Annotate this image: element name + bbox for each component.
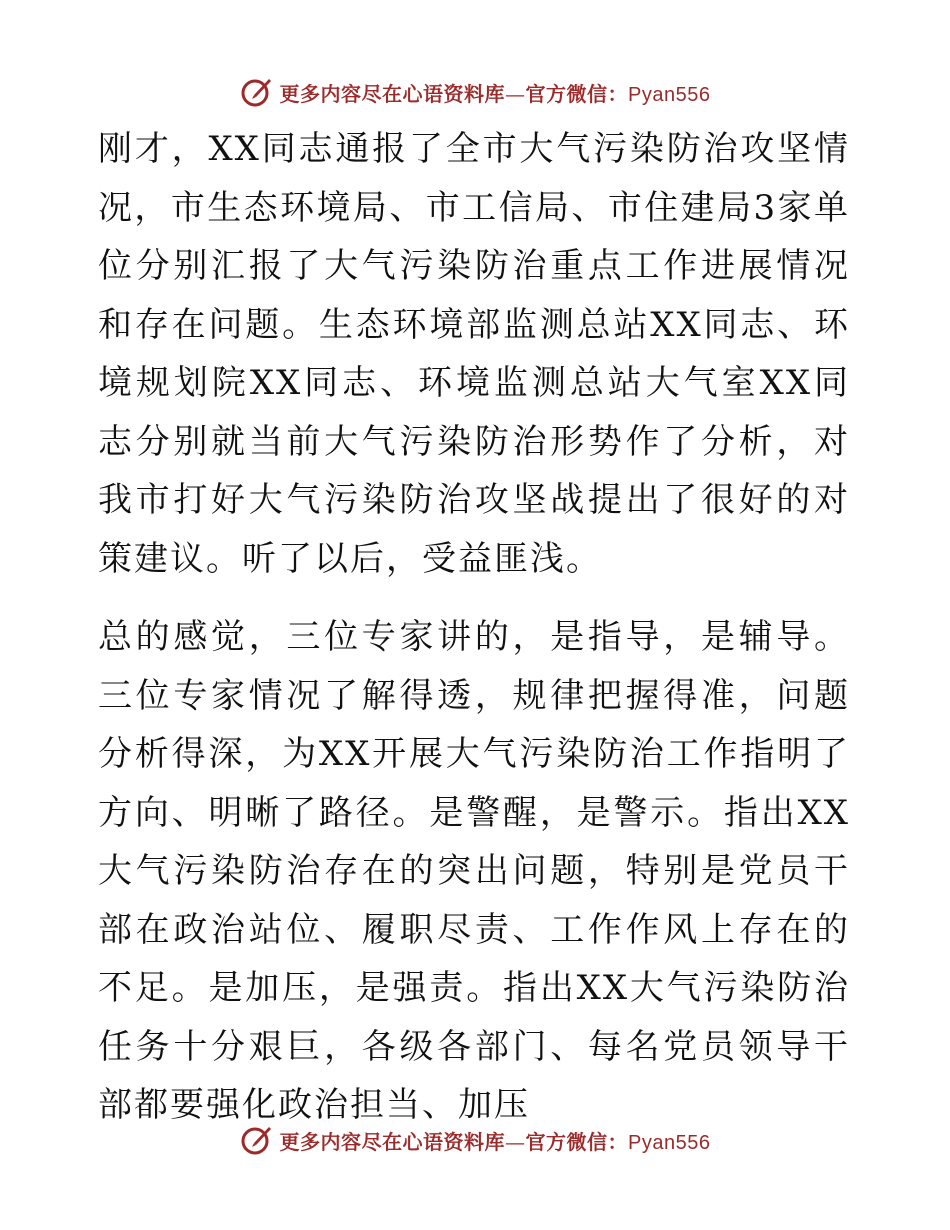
header-watermark [0, 70, 950, 114]
watermark-text [280, 1126, 711, 1155]
quill-pen-circle-icon [240, 75, 274, 109]
watermark-wechat-id: Pyan556 [628, 83, 711, 106]
watermark-wechat-text: 官方微信： [525, 81, 629, 106]
watermark-wechat-id: Pyan556 [628, 1131, 711, 1154]
watermark-wechat-text: 官方微信： [525, 1129, 629, 1154]
watermark-site-text: 更多内容尽在心语资料库 [279, 1129, 506, 1154]
watermark-site-text: 更多内容尽在心语资料库 [279, 81, 506, 106]
paragraph-2: 总的感觉，三位专家讲的，是指导，是辅导。三位专家情况了解得透，规律把握得准，问题分析得深，为XX开展大气污染防治工作指明了方向、明晰了路径。是警醒，是警示。指出XX大气污染防治存在的突出问题，特别是党员干部在政治站位、履职尽责、工作作风上存在的不足。是加压，是强责。指出XX大气污染防治任务十分艰巨，各级各部门、每名党员领导干部都要强化政治担当、加压 [98, 617, 850, 1125]
footer-watermark [0, 1118, 950, 1162]
document-body [98, 120, 850, 1135]
watermark-separator: — [505, 1129, 526, 1154]
quill-pen-circle-icon [240, 1123, 274, 1157]
paragraph-1: 刚才，XX同志通报了全市大气污染防治攻坚情况，市生态环境局、市工信局、市住建局3家单位分别汇报了大气污染防治重点工作进展情况和存在问题。生态环境部监测总站XX同志、环境规划院XX同志、环境监测总站大气室XX同志分别就当前大气污染防治形势作了分析，对我市打好大气污染防治攻坚战提出了很好的对策建议。听了以后，受益匪浅。 [98, 129, 850, 579]
watermark-text [280, 78, 711, 107]
watermark-separator: — [505, 81, 526, 106]
